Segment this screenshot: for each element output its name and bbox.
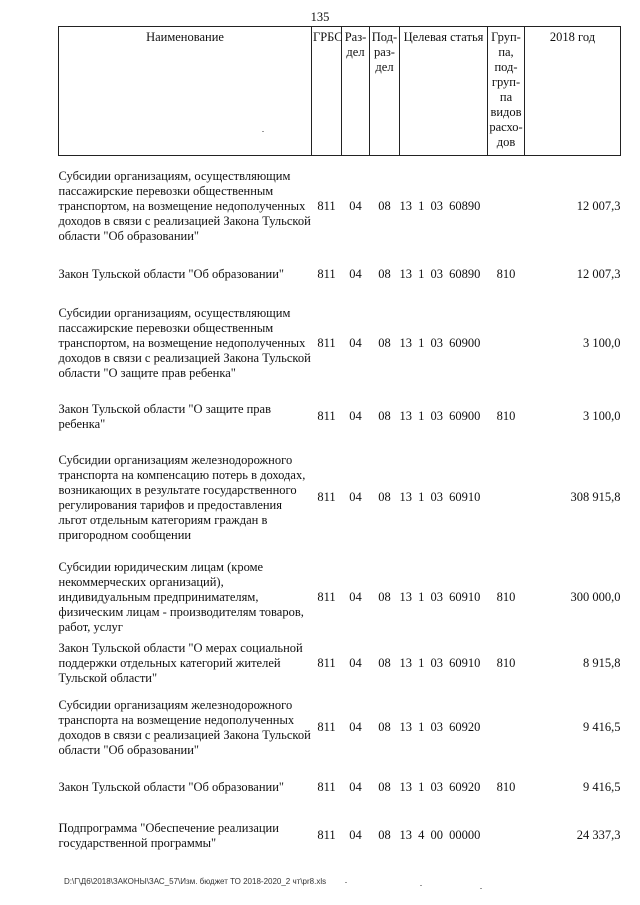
- row-podrazdel: 08: [378, 267, 391, 281]
- row-target: 13 1 03 60910: [399, 590, 481, 604]
- row-name: Закон Тульской области "Об образовании": [58, 267, 285, 281]
- row-vid: [488, 810, 525, 862]
- scan-speck: [345, 882, 347, 883]
- file-path-footer: D:\Г\Д6\2018\ЗАКОНЫ\ЗАС_57\Изм. бюджет ТО 2018-2020_2 чт\pr8.xls: [64, 877, 327, 886]
- row-razdel: 04: [349, 828, 362, 842]
- row-razdel: 04: [349, 267, 362, 281]
- row-grbs: 811: [317, 336, 336, 350]
- row-vid: [488, 156, 525, 258]
- row-razdel: 04: [349, 199, 362, 214]
- row-vid: [488, 292, 525, 396]
- row-vid: 810: [496, 656, 516, 670]
- row-name: Подпрограмма "Обеспечение реализации государственной программы": [58, 820, 279, 850]
- row-name: Субсидии организациям, осуществляющим пассажирские перевозки общественным транспортом, на возмещение недополученных доходов в связи с реализацией Закона Тульской области "Об образовании": [58, 169, 311, 244]
- row-vid: [488, 438, 525, 558]
- table-row: [59, 396, 621, 438]
- row-podrazdel: 08: [378, 336, 391, 350]
- header-grbs: ГРБС: [312, 27, 342, 156]
- row-grbs: 811: [317, 656, 336, 670]
- table-row: [59, 438, 621, 558]
- row-razdel: 04: [349, 409, 362, 423]
- table-row: [59, 292, 621, 396]
- row-grbs: 811: [317, 720, 336, 734]
- row-grbs: 811: [317, 199, 336, 214]
- row-target: 13 1 03 60910: [399, 490, 481, 504]
- row-name: Закон Тульской области "О мерах социальной поддержки отдельных категорий жителей Тульской области": [58, 641, 303, 685]
- table-row: [59, 810, 621, 862]
- table-row: [59, 638, 621, 690]
- row-razdel: 04: [349, 656, 362, 670]
- scan-speck: [480, 888, 482, 889]
- row-amount: 3 100,0: [583, 336, 621, 350]
- row-podrazdel: 08: [378, 780, 391, 794]
- row-razdel: 04: [349, 336, 362, 350]
- row-amount: 3 100,0: [583, 409, 621, 423]
- header-podrazdel: Под- раз- дел: [370, 27, 400, 156]
- row-name: Субсидии организациям железнодорожного транспорта на возмещение недополученных доходов в связи с реализацией Закона Тульской области "Об образовании": [58, 697, 311, 757]
- row-target: 13 4 00 00000: [399, 828, 481, 842]
- row-amount: 12 007,3: [576, 267, 621, 281]
- row-name: Субсидии юридическим лицам (кроме некоммерческих организаций), индивидуальным предпринимателям, физическим лицам - производителям товаров, работ, услуг: [58, 560, 304, 634]
- row-target: 13 1 03 60910: [399, 656, 481, 670]
- row-podrazdel: 08: [378, 199, 391, 214]
- row-target: 13 1 03 60890: [399, 267, 481, 281]
- row-vid: 810: [496, 590, 516, 604]
- row-razdel: 04: [349, 590, 362, 604]
- row-grbs: 811: [317, 409, 336, 423]
- row-podrazdel: 08: [378, 409, 391, 423]
- row-vid: 810: [496, 267, 516, 281]
- header-name: Наименование: [59, 27, 312, 156]
- row-name: Субсидии организациям железнодорожного транспорта на компенсацию потерь в доходах, возникающих в результате государственного регулирования тарифов и предоставления льгот отдельным категориям граждан в пригородном сообщении: [58, 452, 306, 542]
- header-row: [59, 27, 621, 156]
- row-target: 13 1 03 60920: [399, 780, 481, 794]
- row-amount: 9 416,5: [583, 780, 621, 794]
- table-row: [59, 766, 621, 810]
- table-row: [59, 258, 621, 292]
- row-amount: 308 915,8: [570, 490, 621, 504]
- row-amount: 12 007,3: [576, 199, 621, 214]
- row-podrazdel: 08: [378, 828, 391, 842]
- header-razdel: Раз- дел: [342, 27, 370, 156]
- row-razdel: 04: [349, 490, 362, 504]
- header-amount: 2018 год: [525, 27, 621, 156]
- table-row: [59, 690, 621, 766]
- row-grbs: 811: [317, 490, 336, 504]
- row-vid: 810: [496, 409, 516, 423]
- table-row: [59, 156, 621, 258]
- row-target: 13 1 03 60890: [399, 199, 481, 214]
- row-name: Субсидии организациям, осуществляющим пассажирские перевозки общественным транспортом, на возмещение недополученных доходов в связи с реализацией Закона Тульской области "О защите прав ребенка": [58, 306, 311, 380]
- row-amount: 9 416,5: [583, 720, 621, 734]
- row-podrazdel: 08: [378, 720, 391, 734]
- scan-speck: [420, 885, 422, 886]
- row-grbs: 811: [317, 590, 336, 604]
- row-grbs: 811: [317, 828, 336, 842]
- scan-speck: [262, 131, 264, 132]
- row-vid: 810: [496, 780, 516, 794]
- row-target: 13 1 03 60900: [399, 336, 481, 350]
- row-amount: 24 337,3: [576, 828, 621, 842]
- row-target: 13 1 03 60920: [399, 720, 481, 734]
- row-podrazdel: 08: [378, 490, 391, 504]
- row-amount: 300 000,0: [570, 590, 621, 604]
- row-grbs: 811: [317, 780, 336, 794]
- row-grbs: 811: [317, 267, 336, 281]
- row-amount: 8 915,8: [583, 656, 621, 670]
- header-vid: Груп- па, под- груп- па видов расхо- дов: [488, 27, 525, 156]
- row-podrazdel: 08: [378, 656, 391, 670]
- row-vid: [488, 690, 525, 766]
- row-razdel: 04: [349, 720, 362, 734]
- table-row: [59, 558, 621, 638]
- page-number: 135: [310, 10, 330, 24]
- row-podrazdel: 08: [378, 590, 391, 604]
- row-target: 13 1 03 60900: [399, 409, 481, 423]
- header-target: Целевая статья: [400, 27, 488, 156]
- budget-table: [58, 26, 621, 862]
- row-name: Закон Тульской области "Об образовании": [58, 780, 285, 794]
- row-name: Закон Тульской области "О защите прав ребенка": [58, 401, 272, 431]
- row-razdel: 04: [349, 780, 362, 794]
